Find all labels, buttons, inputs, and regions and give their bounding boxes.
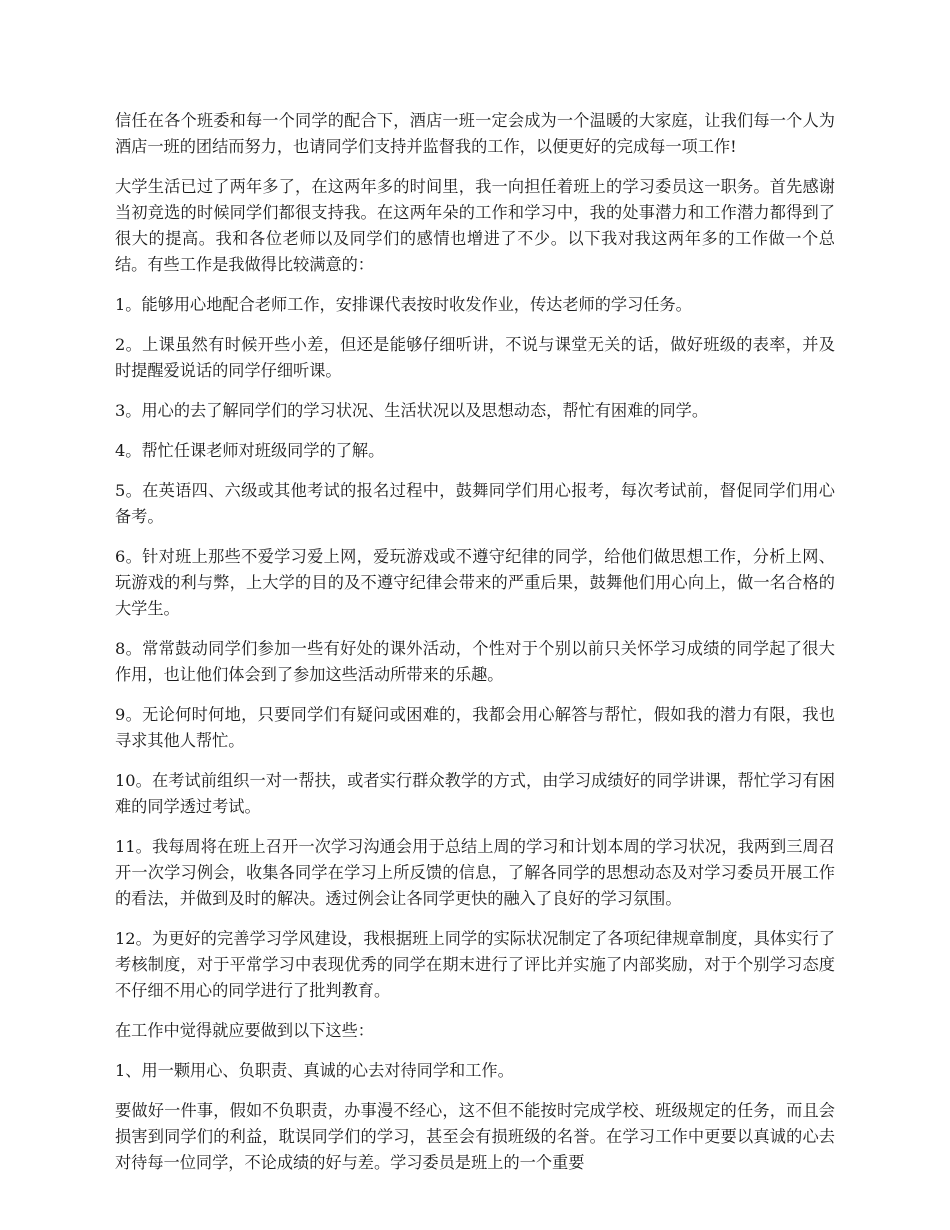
- list-item-6: 6。针对班上那些不爱学习爱上网，爱玩游戏或不遵守纪律的同学，给他们做思想工作，分析上网、玩游戏的利与弊，上大学的目的及不遵守纪律会带来的严重后果，鼓舞他们用心向上，做一名合格的大学生。: [115, 547, 835, 618]
- list-item-3: 3。用心的去了解同学们的学习状况、生活状况以及思想动态，帮忙有困难的同学。: [115, 401, 709, 420]
- list-item-11: 11。我每周将在班上召开一次学习沟通会用于总结上周的学习和计划本周的学习状况，我两到三周召开一次学习例会，收集各同学在学习上所反馈的信息，了解各同学的思想动态及对学习委员开展工作的看法，并做到及时的解决。透过例会让各同学更快的融入了良好的学习氛围。: [115, 837, 835, 908]
- paragraph-intro-closing: 信任在各个班委和每一个同学的配合下，酒店一班一定会成为一个温暖的大家庭，让我们每一个人为酒店一班的团结而努力，也请同学们支持并监督我的工作，以便更好的完成每一项工作!: [115, 111, 835, 156]
- requirement-item-1: 1、用一颗用心、负职责、真诚的心去对待同学和工作。: [115, 1061, 514, 1080]
- list-item-9: 9。无论何时何地，只要同学们有疑问或困难的，我都会用心解答与帮忙，假如我的潜力有限，我也寻求其他人帮忙。: [115, 705, 835, 750]
- paragraph-requirements-intro: 在工作中觉得就应要做到以下这些：: [115, 1021, 374, 1040]
- list-item-1: 1。能够用心地配合老师工作，安排课代表按时收发作业，传达老师的学习任务。: [115, 295, 692, 314]
- list-item-2: 2。上课虽然有时候开些小差，但还是能够仔细听讲，不说与课堂无关的话，做好班级的表率，并及时提醒爱说话的同学仔细听课。: [115, 335, 835, 380]
- paragraph-summary-intro: 大学生活已过了两年多了，在这两年多的时间里，我一向担任着班上的学习委员这一职务。首先感谢当初竞选的时候同学们都很支持我。在这两年朵的工作和学习中，我的处事潜力和工作潜力都得到了很大的提高。我和各位老师以及同学们的感情也增进了不少。以下我对我这两年多的工作做一个总结。有些工作是我做得比较满意的：: [115, 177, 835, 274]
- list-item-10: 10。在考试前组织一对一帮扶，或者实行群众教学的方式，由学习成绩好的同学讲课，帮忙学习有困难的同学透过考试。: [115, 771, 835, 816]
- list-item-8: 8。常常鼓动同学们参加一些有好处的课外活动，个性对于个别以前只关怀学习成绩的同学起了很大作用，也让他们体会到了参加这些活动所带来的乐趣。: [115, 639, 835, 684]
- list-item-4: 4。帮忙任课老师对班级同学的了解。: [115, 441, 385, 460]
- list-item-12: 12。为更好的完善学习学风建设，我根据班上同学的实际状况制定了各项纪律规章制度，具体实行了考核制度，对于平常学习中表现优秀的同学在期末进行了评比并实施了内部奖励，对于个别学习态度不仔细不用心的同学进行了批判教育。: [115, 929, 835, 1000]
- list-item-5: 5。在英语四、六级或其他考试的报名过程中，鼓舞同学们用心报考，每次考试前，督促同学们用心备考。: [115, 481, 835, 526]
- paragraph-requirement-detail: 要做好一件事，假如不负职责，办事漫不经心，这不但不能按时完成学校、班级规定的任务，而且会损害到同学们的利益，耽误同学们的学习，甚至会有损班级的名誉。在学习工作中更要以真诚的心去对待每一位同学，不论成绩的好与差。学习委员是班上的一个重要: [115, 1101, 835, 1172]
- document-page: [115, 108, 835, 1190]
